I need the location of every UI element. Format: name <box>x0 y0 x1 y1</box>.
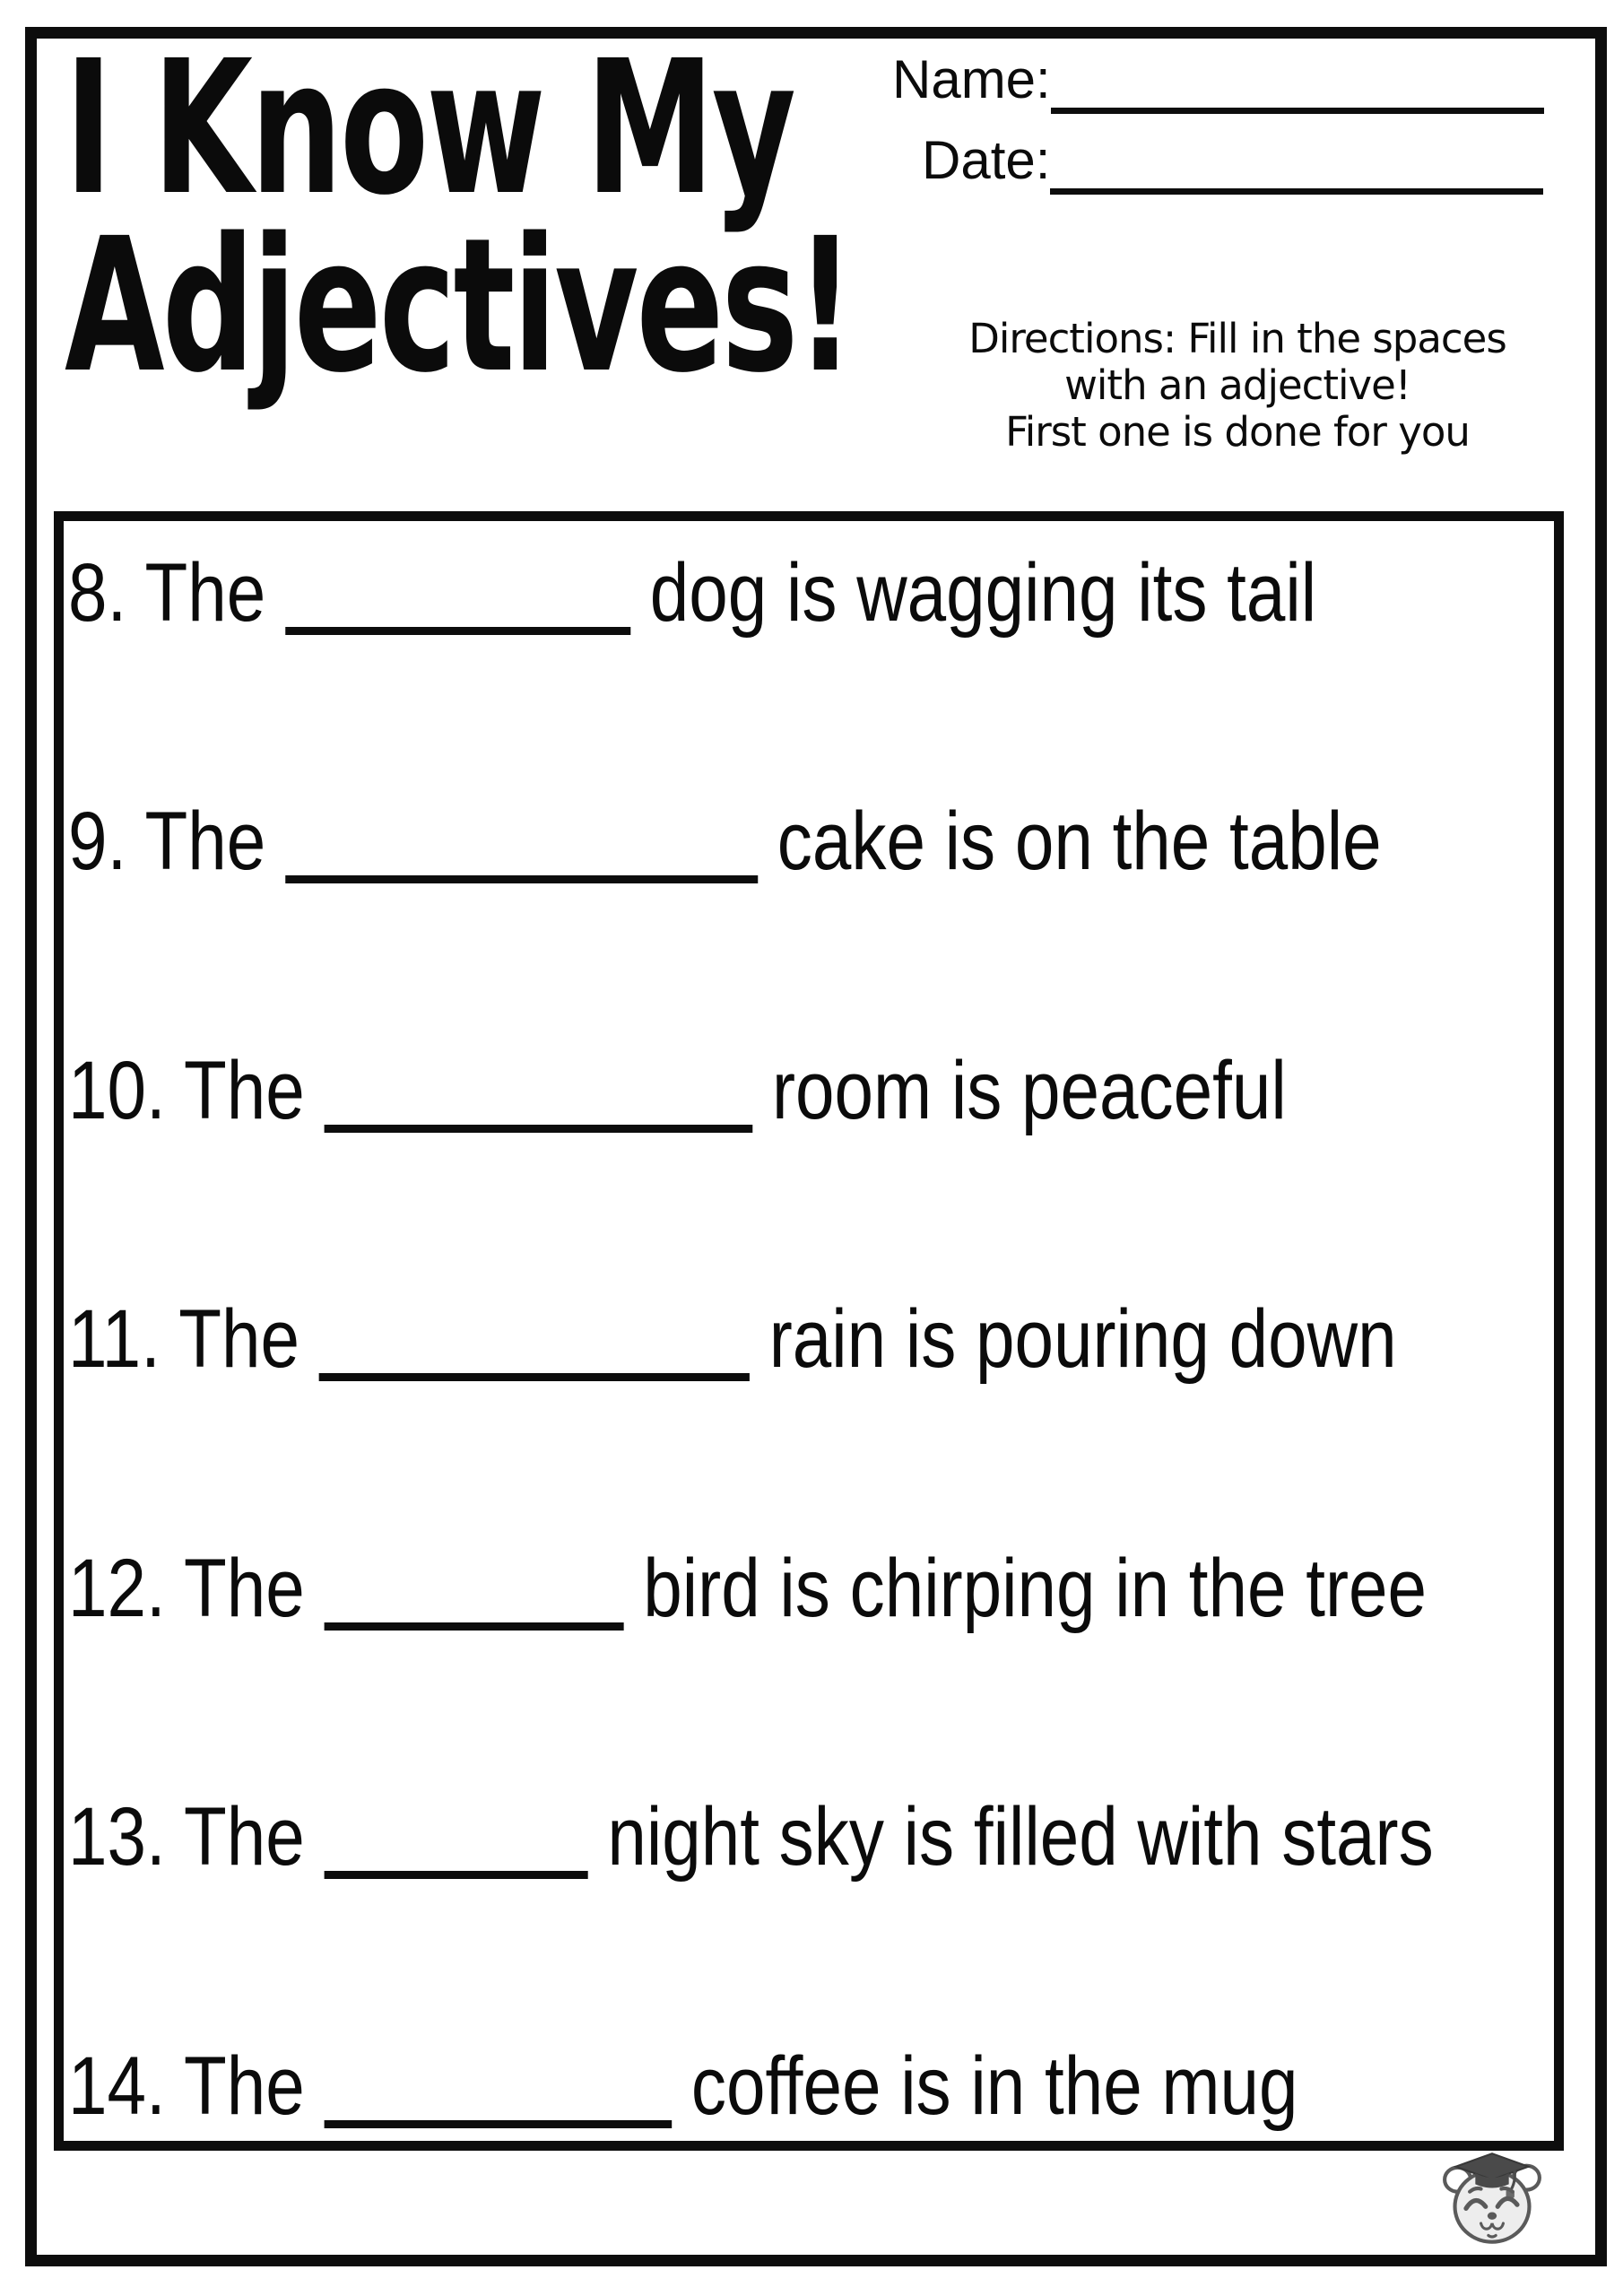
item-article: The <box>184 1543 305 1634</box>
name-field-row <box>892 50 1544 109</box>
item-article: The <box>184 1791 305 1883</box>
item-number: 10. <box>68 1045 166 1136</box>
directions-line-3: First one is done for you <box>1005 408 1470 456</box>
adjective-blank[interactable] <box>285 865 758 883</box>
name-fill-line[interactable] <box>1051 99 1544 114</box>
adjective-blank[interactable] <box>319 1362 750 1381</box>
item-number: 12. <box>68 1543 166 1634</box>
adjective-blank[interactable] <box>325 1860 588 1879</box>
date-fill-line[interactable] <box>1050 179 1543 195</box>
item-sentence: dog is wagging its tail <box>649 547 1317 639</box>
worksheet-items-box <box>54 511 1564 2151</box>
item-number: 9. <box>68 796 127 887</box>
item-article: The <box>144 547 266 639</box>
item-number: 14. <box>68 2040 166 2132</box>
worksheet-item-9 <box>68 796 1382 886</box>
directions-line-1: Directions: Fill in the spaces <box>968 315 1506 362</box>
item-article: The <box>184 2040 305 2132</box>
adjective-blank[interactable] <box>325 2109 673 2128</box>
worksheet-item-11 <box>68 1294 1397 1384</box>
directions-text <box>897 316 1578 456</box>
worksheet-item-13 <box>68 1792 1434 1882</box>
item-sentence: room is peaceful <box>771 1045 1287 1136</box>
item-article: The <box>144 796 266 887</box>
item-sentence: cake is on the table <box>777 796 1382 887</box>
title-line-1: I Know My <box>65 21 794 236</box>
item-article: The <box>178 1293 299 1385</box>
item-sentence: bird is chirping in the tree <box>643 1543 1427 1634</box>
date-field-row <box>922 131 1543 190</box>
worksheet-item-10 <box>68 1046 1287 1135</box>
item-sentence: rain is pouring down <box>768 1293 1397 1385</box>
worksheet-item-14 <box>68 2041 1298 2131</box>
adjective-blank[interactable] <box>325 1612 624 1631</box>
date-label: Date: <box>922 130 1051 190</box>
adjective-blank[interactable] <box>285 616 630 635</box>
worksheet-item-12 <box>68 1544 1427 1633</box>
title-line-2: Adjectives! <box>65 198 853 413</box>
item-number: 11. <box>68 1293 161 1385</box>
item-article: The <box>184 1045 305 1136</box>
worksheet-item-8 <box>68 548 1316 638</box>
name-label: Name: <box>892 49 1051 109</box>
directions-line-2: with an adjective! <box>1064 361 1410 409</box>
item-number: 8. <box>68 547 127 639</box>
item-sentence: night sky is filled with stars <box>607 1791 1434 1883</box>
panda-graduate-icon <box>1442 2151 1542 2248</box>
item-sentence: coffee is in the mug <box>690 2040 1298 2132</box>
worksheet-title <box>65 21 853 413</box>
adjective-blank[interactable] <box>325 1114 753 1133</box>
item-number: 13. <box>68 1791 166 1883</box>
